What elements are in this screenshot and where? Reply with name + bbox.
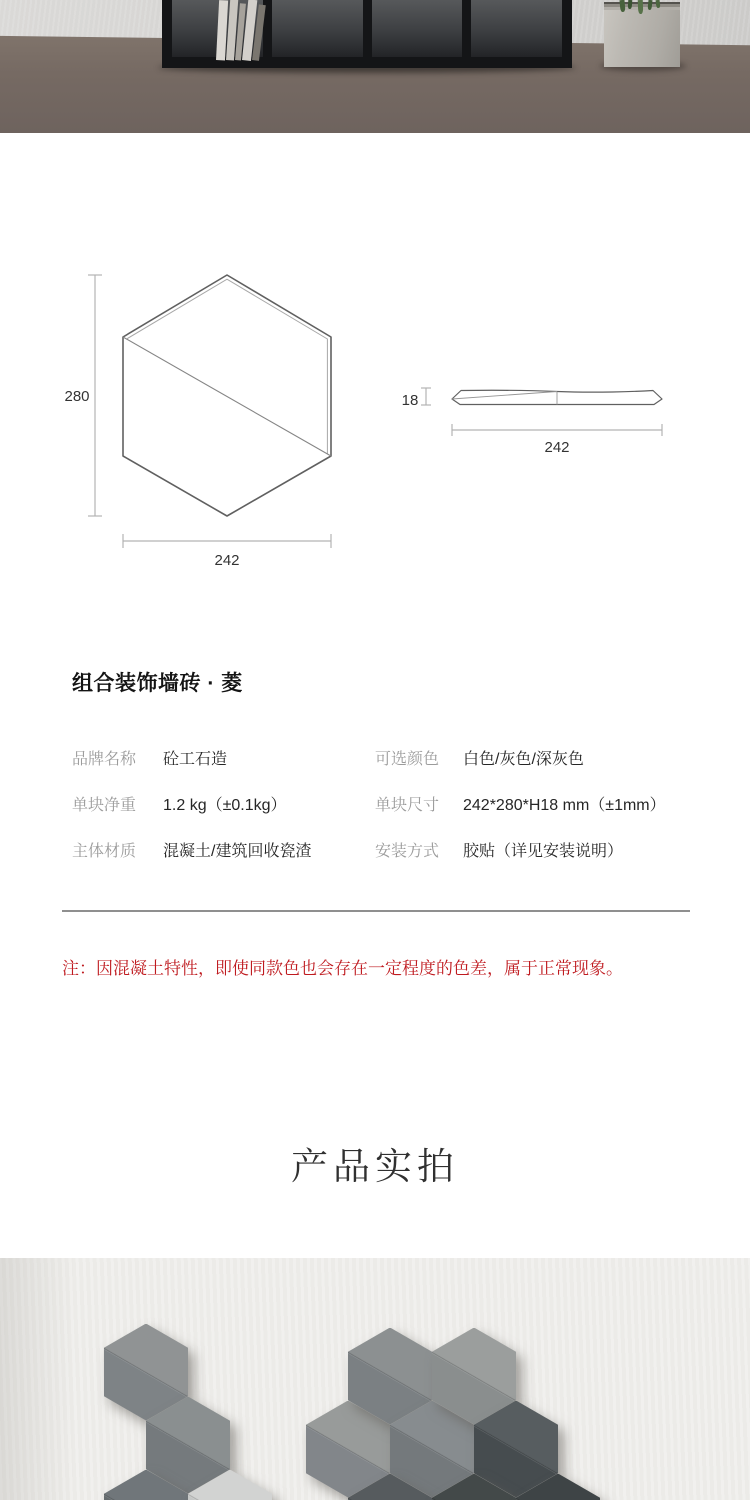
plant-leaf: [638, 0, 643, 14]
product-photo-tile-wall: [0, 1258, 750, 1500]
hex-tile-face: [516, 1474, 600, 1500]
side-dimension-diagram: [395, 380, 695, 465]
hex-tile-face: [188, 1470, 272, 1500]
dim-label-thickness: 18: [401, 392, 419, 409]
spec-row: [72, 795, 287, 817]
plant-leaf: [619, 0, 625, 12]
plant-leaf: [628, 0, 633, 9]
hexagon-outline: [123, 275, 331, 516]
hex-tile: [348, 1474, 432, 1500]
spec-row: [375, 749, 584, 771]
spec-value: 白色/灰色/深灰色: [463, 751, 584, 768]
spec-value: 1.2 kg（±0.1kg）: [163, 797, 287, 814]
front-dimension-diagram: [60, 260, 350, 572]
spec-value: 242*280*H18 mm（±1mm）: [463, 797, 666, 814]
dim-label-height: 280: [64, 388, 90, 405]
lifestyle-photo: [0, 0, 750, 133]
spec-row: [72, 749, 227, 771]
color-difference-note: 注：因混凝土特性，即使同款色也会存在一定程度的色差，属于正常现象。: [62, 959, 623, 978]
spec-label: 安装方式: [375, 843, 440, 860]
section-heading-product-photos: 产品实拍: [291, 1146, 459, 1187]
spec-row: [375, 841, 623, 863]
spec-label: 品牌名称: [72, 751, 137, 768]
product-title: 组合装饰墙砖 · 菱: [72, 672, 243, 695]
plant-leaf: [647, 0, 652, 10]
hex-tile: [516, 1474, 600, 1500]
hex-tile: [104, 1470, 188, 1500]
spec-label: 主体材质: [72, 843, 137, 860]
hex-tile: [432, 1474, 516, 1500]
section-divider: [62, 910, 690, 912]
hex-tile-face: [348, 1474, 432, 1500]
spec-value: 胶贴（详见安装说明）: [463, 843, 624, 860]
spec-value: 混凝土/建筑回收瓷渣: [163, 843, 312, 860]
dim-label-width: 242: [214, 552, 240, 569]
spec-row: [375, 795, 666, 817]
hex-tile: [188, 1470, 272, 1500]
spec-row: [72, 841, 311, 863]
spec-label: 可选颜色: [375, 751, 440, 768]
plant-leaf: [656, 0, 661, 8]
dim-label-side-width: 242: [544, 439, 570, 456]
spec-label: 单块净重: [72, 797, 137, 814]
spec-label: 单块尺寸: [375, 797, 440, 814]
spec-value: 砼工石造: [163, 751, 228, 768]
hex-tile-face: [104, 1470, 188, 1500]
hex-tile-face: [432, 1474, 516, 1500]
plant-leaves: [0, 0, 750, 133]
